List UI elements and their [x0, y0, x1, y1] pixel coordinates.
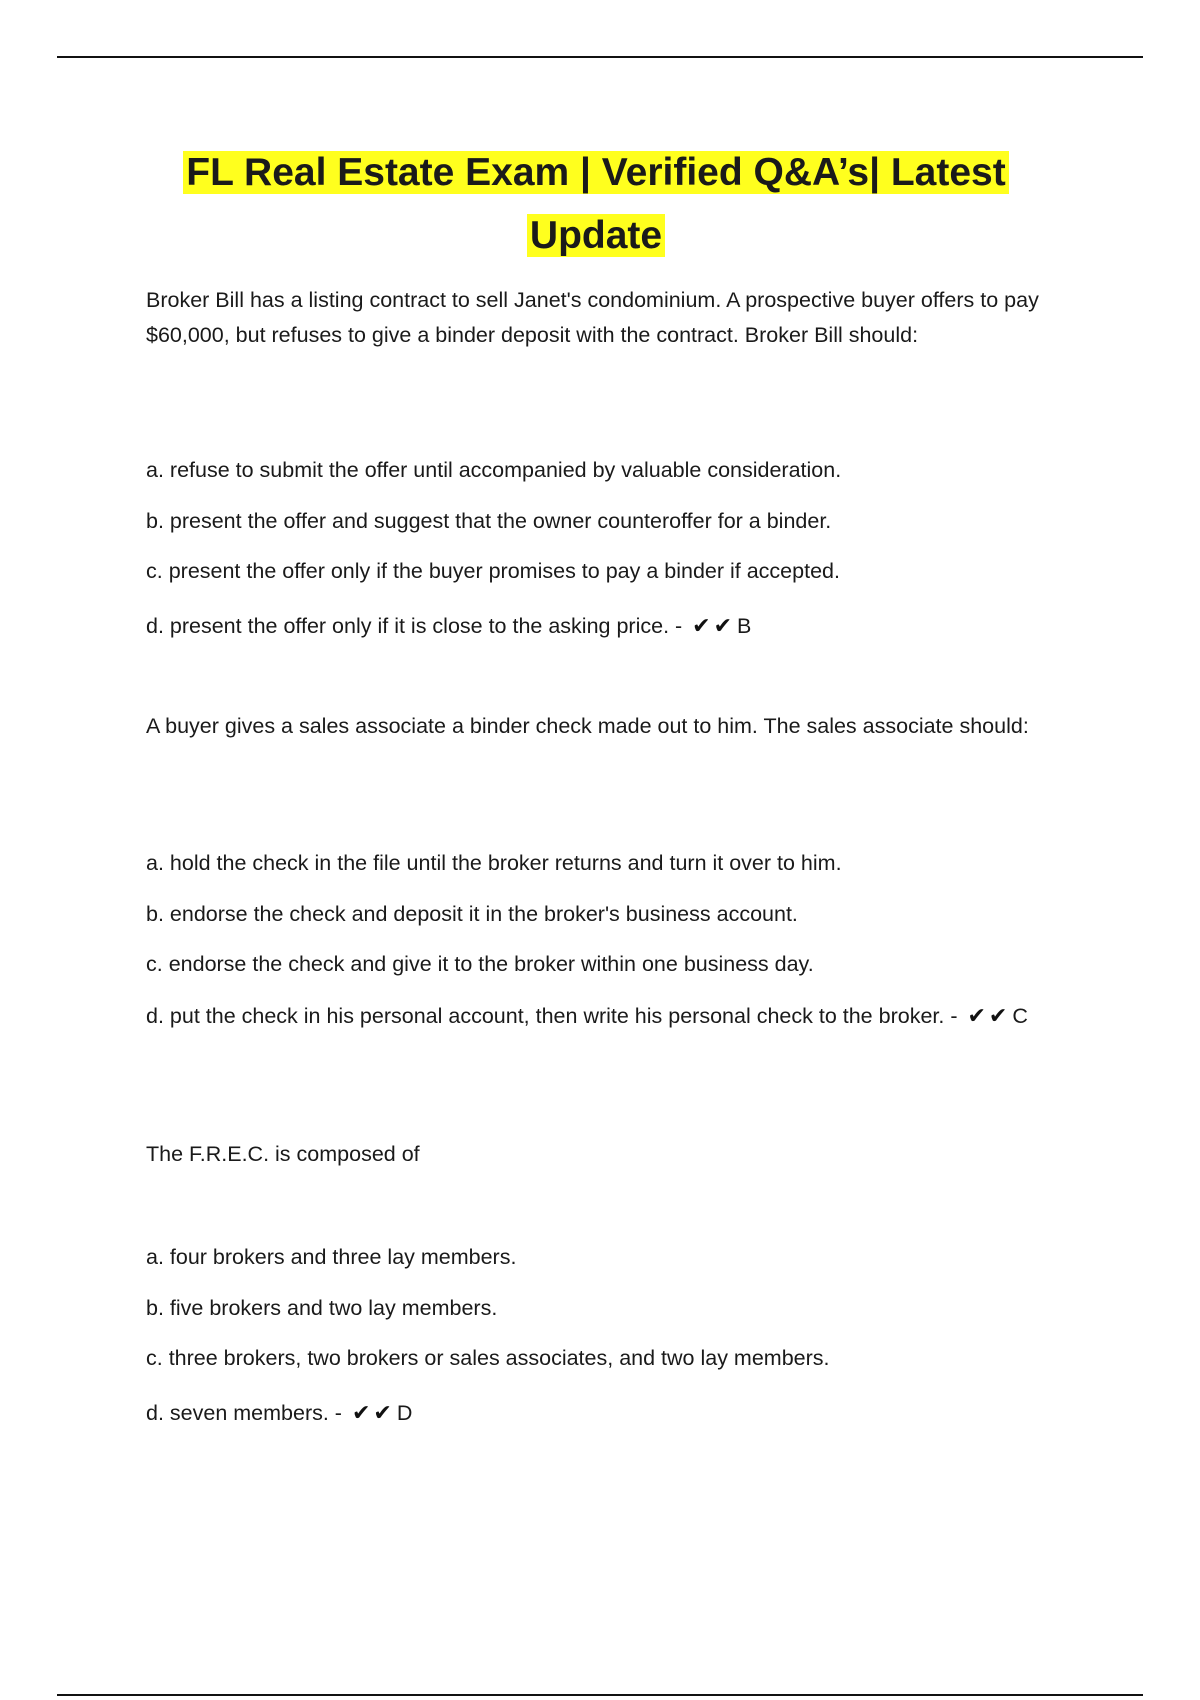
question-1-option-c: c. present the offer only if the buyer promises to pay a binder if accepted. [146, 559, 840, 583]
question-1-option-d-line [146, 608, 1080, 644]
question-3-answer: D [396, 1401, 413, 1425]
question-3-option-a: a. four brokers and three lay members. [146, 1245, 517, 1269]
question-2-option-d: d. put the check in his personal account, then write his personal check to the broker. - [146, 1004, 958, 1028]
question-1-text: Broker Bill has a listing contract to sell Janet's condominium. A prospective buyer offers to pay $60,000, but refuses to give a binder deposit with the contract. Broker Bill should: [146, 288, 1039, 347]
question-2-text: A buyer gives a sales associate a binder check made out to him. The sales associate should: [146, 714, 1029, 738]
question-3-text: The F.R.E.C. is composed of [146, 1142, 420, 1166]
bottom-rule [57, 1694, 1143, 1696]
question-1-option-a: a. refuse to submit the offer until accompanied by valuable consideration. [146, 458, 842, 482]
question-1-answer: B [737, 614, 752, 638]
title-highlight: FL Real Estate Exam | Verified Q&A’s| Latest Update [183, 151, 1008, 257]
top-rule [57, 56, 1143, 58]
question-3-option-d-line [146, 1395, 1080, 1431]
question-2-option-d-line [146, 998, 1080, 1034]
question-2-option-a: a. hold the check in the file until the broker returns and turn it over to him. [146, 851, 842, 875]
question-2-option-c: c. endorse the check and give it to the broker within one business day. [146, 952, 814, 976]
double-check-icon: ✔✔ [967, 1003, 1011, 1028]
question-1-option-b: b. present the offer and suggest that the owner counteroffer for a binder. [146, 509, 832, 533]
question-3-option-d: d. seven members. - [146, 1401, 342, 1425]
question-3-option-b: b. five brokers and two lay members. [146, 1296, 498, 1320]
question-1-option-d: d. present the offer only if it is close to the asking price. - [146, 614, 683, 638]
question-2-answer: C [1012, 1004, 1028, 1028]
double-check-icon: ✔✔ [351, 1400, 395, 1425]
question-2-option-b: b. endorse the check and deposit it in the broker's business account. [146, 902, 798, 926]
question-3-option-c: c. three brokers, two brokers or sales associates, and two lay members. [146, 1346, 830, 1370]
double-check-icon: ✔✔ [692, 613, 736, 638]
document-title [146, 141, 1046, 267]
